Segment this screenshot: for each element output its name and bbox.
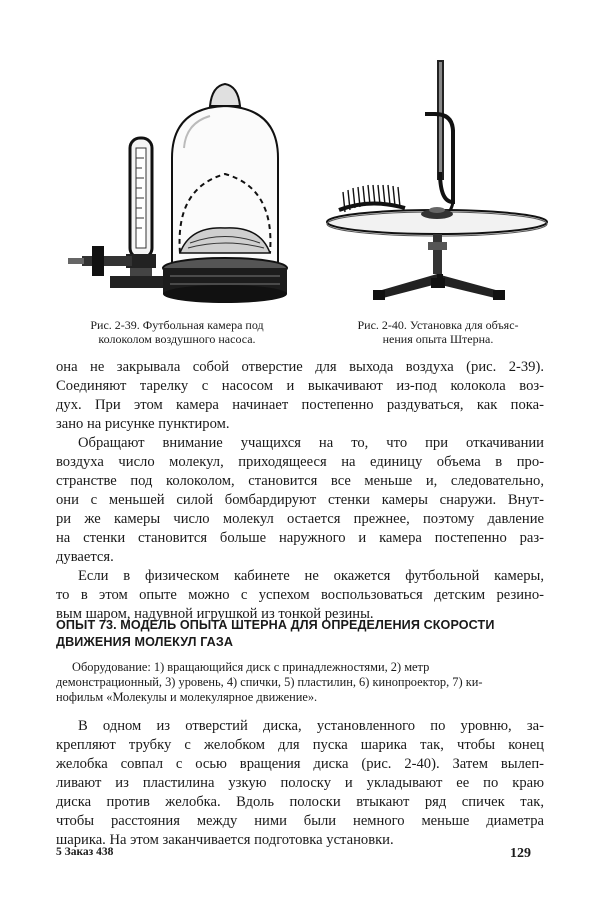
paragraph-2: Обращают внимание учащихся на то, что при откачивании воздуха число молекул, приходящееся на единицу объема в про- странстве под колоколом, становится все меньше и, следовательно, они с меньшей силой бомбардируют стенки камеры снаружи. Внут- ри же камеры число молекул остается прежнее, поэтому давление на стенки становится больше наружного и камера постепенно раз- дувается. — [56, 435, 544, 565]
footer-signature: 5 Заказ 438 — [56, 846, 114, 858]
figure-bell-jar-illustration — [60, 78, 290, 310]
page-number: 129 — [510, 846, 531, 861]
figure-stern-apparatus-illustration — [325, 52, 550, 310]
equipment-list: Оборудование: 1) вращающийся диск с принадлежностями, 2) метр демонстрационный, 3) уровень, 4) спички, 5) пластилин, 6) кинопроектор, 7) ки- нофильм «Молекулы и молекулярное движение». — [56, 660, 483, 704]
paragraph-1: она не закрывала собой отверстие для выхода воздуха (рис. 2-39). Соединяют тарелку с насосом и выкачивают из-под колокола воз- дух. При этом камера начинает постепенно раздуваться, как пока- зано на рисунке пунктиром. — [56, 359, 544, 432]
figure-caption-2-39: Рис. 2-39. Футбольная камера под колоколом воздушного насоса. — [90, 318, 264, 346]
figure-caption-2-40: Рис. 2-40. Установка для объяс- нения опыта Штерна. — [357, 318, 519, 346]
paragraph-3: Если в физическом кабинете не окажется футбольной камеры, то в этом опыте можно с успехом воспользоваться детским резино- вым шаром, надувной игрушкой из тонкой резины. — [56, 568, 544, 622]
experiment-description: В одном из отверстий диска, установленного по уровню, за- крепляют трубку с желобком для пуска шарика так, чтобы конец желобка совпал с осью вращения диска (рис. 2-40). Затем вылеп- ливают из пластилина узкую полоску и укладывают ее по краю диска против желобка. Вдоль полоски втыкают ряд спичек так, чтобы расстояния между ними были немного меньше диаметра шарика. На этом заканчивается подготовка установки. — [56, 718, 544, 848]
experiment-heading: ОПЫТ 73. МОДЕЛЬ ОПЫТА ШТЕРНА ДЛЯ ОПРЕДЕЛЕНИЯ СКОРОСТИ ДВИЖЕНИЯ МОЛЕКУЛ ГАЗА — [56, 618, 495, 649]
